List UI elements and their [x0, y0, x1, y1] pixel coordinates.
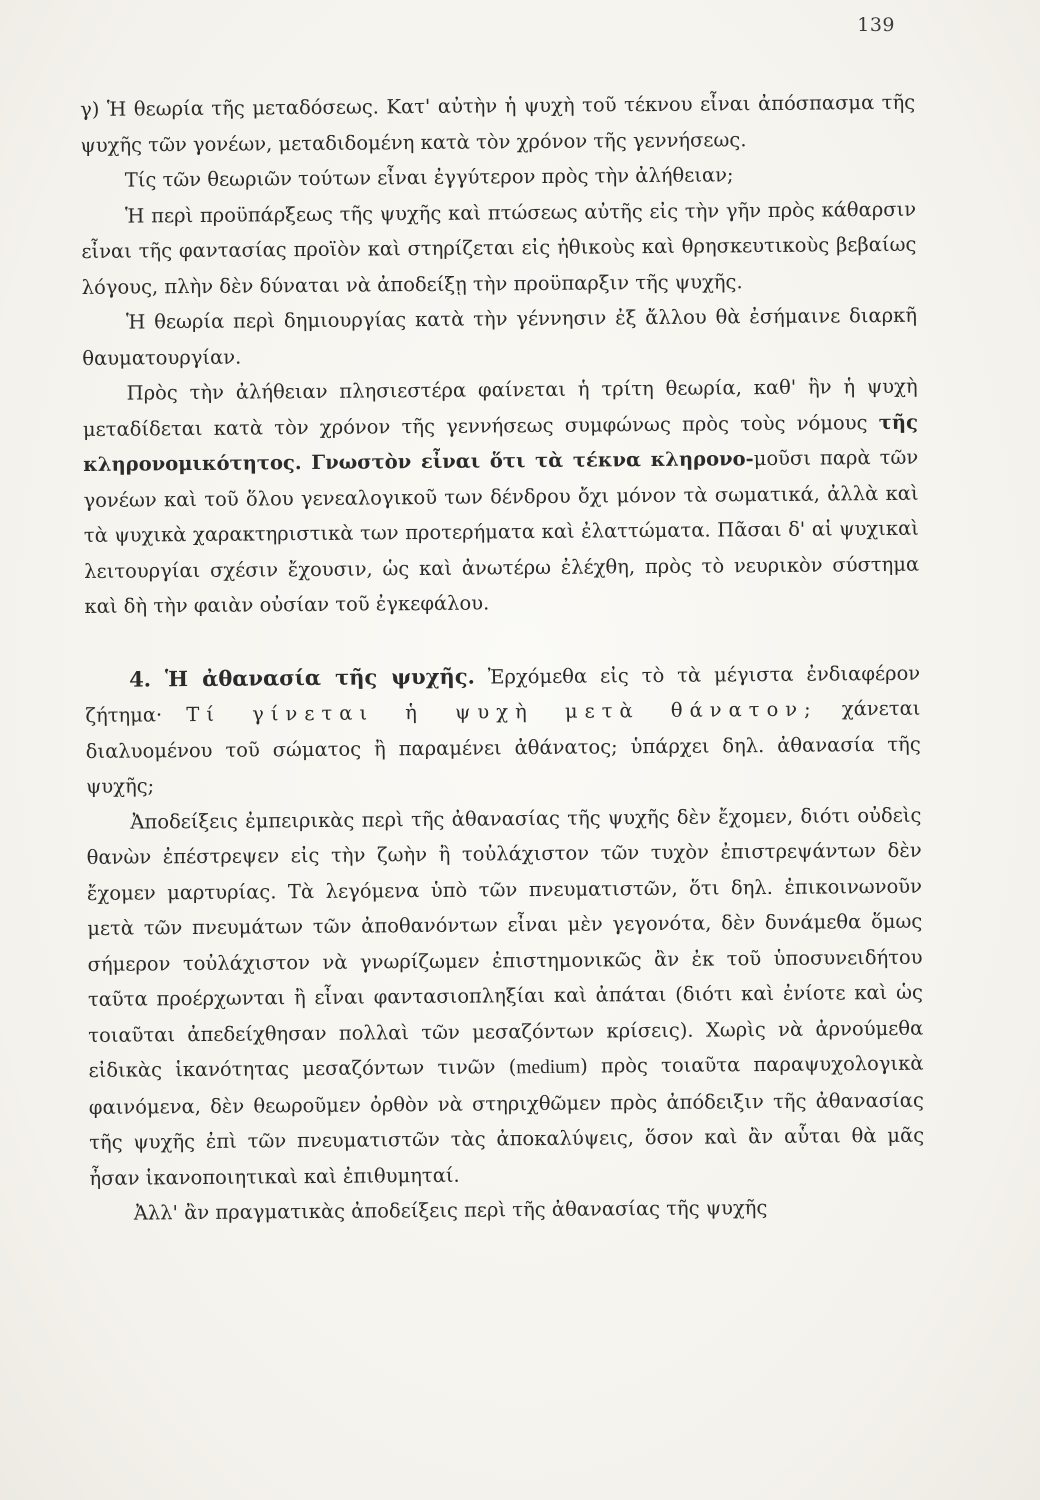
- section-spaced-question: Τί γίνεται ἡ ψυχὴ μετὰ θάνατον;: [186, 697, 818, 727]
- body-text: [80, 85, 925, 1232]
- heredity-text-end: μοῦσι παρὰ τῶν γονέων καὶ τοῦ ὅλου γενεαλογικοῦ των δένδρου ὄχι μόνον τὰ σωματικά, ἀλλὰ καὶ τὰ ψυχικὰ χαρακτηριστικὰ των προτερήματα καὶ ἐλαττώματα. Πᾶσαι δ' αἱ ψυχικαὶ λειτουργίαι σχέσιν ἔχουσιν, ὡς καὶ ἀνωτέρω ἐλέχθη, πρὸς τὸ νευρικὸν σύστημα καὶ δὴ τὴν φαιὰν οὐσίαν τοῦ ἐγκεφάλου.: [83, 445, 920, 618]
- paragraph-preexistence: Ἡ περὶ προϋπάρξεως τῆς ψυχῆς καὶ πτώσεως αὐτῆς εἰς τὴν γῆν πρὸς κάθαρσιν εἶναι τῆς φαντασίας προϊὸν καὶ στηρίζεται εἰς ἠθικοὺς καὶ θρησκευτικοὺς βεβαίως λόγους, πλὴν δὲν δύναται νὰ ἀποδείξῃ τὴν προϋπαρξιν τῆς ψυχῆς.: [81, 197, 917, 299]
- section-text-b: χάνεται διαλυομένου τοῦ σώματος ἢ παραμένει ἀθάνατος; ὑπάρχει δηλ. ἀθανασία τῆς ψυχῆς;: [85, 696, 921, 798]
- section-immortality: [85, 654, 921, 804]
- paragraph-theory-transmission: γ) Ἡ θεωρία τῆς μεταδόσεως. Κατ' αὐτὴν ἡ ψυχὴ τοῦ τέκνου εἶναι ἀπόσπασμα τῆς ψυχῆς τῶν γονέων, μεταδιδομένη κατὰ τὸν χρόνον τῆς γεννήσεως.: [80, 90, 916, 157]
- page-number: 139: [857, 14, 895, 36]
- heredity-text-start: Πρὸς τὴν ἀλήθειαν πλησιεστέρα φαίνεται ἡ τρίτη θεωρία, καθ' ἣν ἡ ψυχὴ μεταδίδεται κατὰ τὸν χρόνον τῆς γεννήσεως συμφώνως πρὸς τοὺς νόμους: [82, 374, 918, 441]
- empirical-text-b: ) πρὸς τοιαῦτα παραψυχολογικὰ φαινόμενα, δὲν θεωροῦμεν ὀρθὸν νὰ στηριχθῶμεν πρὸς ἀπόδειξιν τῆς ἀθανασίας τῆς ψυχῆς ἐπὶ τῶν πνευματιστῶν τὰς ἀποκαλύψεις, ὅσον καὶ ἂν αὗται θὰ μᾶς ἦσαν ἱκανοποιητικαὶ καὶ ἐπιθυμηταί.: [88, 1051, 925, 1190]
- empirical-text-a: Ἀποδείξεις ἐμπειρικὰς περὶ τῆς ἀθανασίας τῆς ψυχῆς δὲν ἔχομεν, διότι οὐδεὶς θανὼν ἐπέστρεψεν εἰς τὴν ζωὴν ἢ τοὐλάχιστον τῶν τυχὸν ἐπιστρεψάντων δὲν ἔχομεν μαρτυρίας. Τὰ λεγόμενα ὑπὸ τῶν πνευματιστῶν, ὅτι δηλ. ἐπικοινωνοῦν μετὰ τῶν πνευμάτων τῶν ἀποθανόντων εἶναι μὲν γεγονότα, δὲν δυνάμεθα ὅμως σήμερον τοὐλάχιστον νὰ γνωρίζωμεν ἐπιστημονικῶς ἂν ἐκ τοῦ ὑποσυνειδήτου ταῦτα προέρχωνται ἢ εἶναι φαντασιοπληξίαι καὶ ἀπάται (διότι καὶ ἐνίοτε καὶ ὡς τοιαῦται ἀπεδείχθησαν πολλαὶ τῶν μεσαζόντων κρίσεις). Χωρὶς νὰ ἀρνούμεθα εἰδικὰς ἱκανότητας μεσαζόντων τινῶν (: [86, 803, 924, 1082]
- paragraph-question: Τίς τῶν θεωριῶν τούτων εἶναι ἐγγύτερον πρὸς τὴν ἀλήθειαν;: [124, 163, 734, 192]
- section-heading: 4. Ἡ ἀθανασία τῆς ψυχῆς.: [129, 663, 475, 692]
- paragraph-creation: Ἡ θεωρία περὶ δημιουργίας κατὰ τὴν γέννησιν ἐξ ἄλλου θὰ ἐσήμαινε διαρκῆ θαυματουργίαν.: [82, 303, 918, 370]
- latin-term: medium: [516, 1056, 581, 1079]
- paragraph-heredity: [82, 369, 919, 625]
- section-text-a: Ἐρχόμεθα εἰς τὸ τὰ μέγιστα ἐνδιαφέρον ζήτημα·: [85, 661, 921, 727]
- paragraph-empirical-proofs: [86, 797, 924, 1196]
- heredity-text-bold: τῆς κληρονομικότητος. Γνωστὸν εἶναι ὅτι τὰ τέκνα κληρονο-: [83, 410, 919, 476]
- paragraph-real-proofs: Ἀλλ' ἂν πραγματικὰς ἀποδείξεις περὶ τῆς ἀθανασίας τῆς ψυχῆς: [133, 1196, 768, 1225]
